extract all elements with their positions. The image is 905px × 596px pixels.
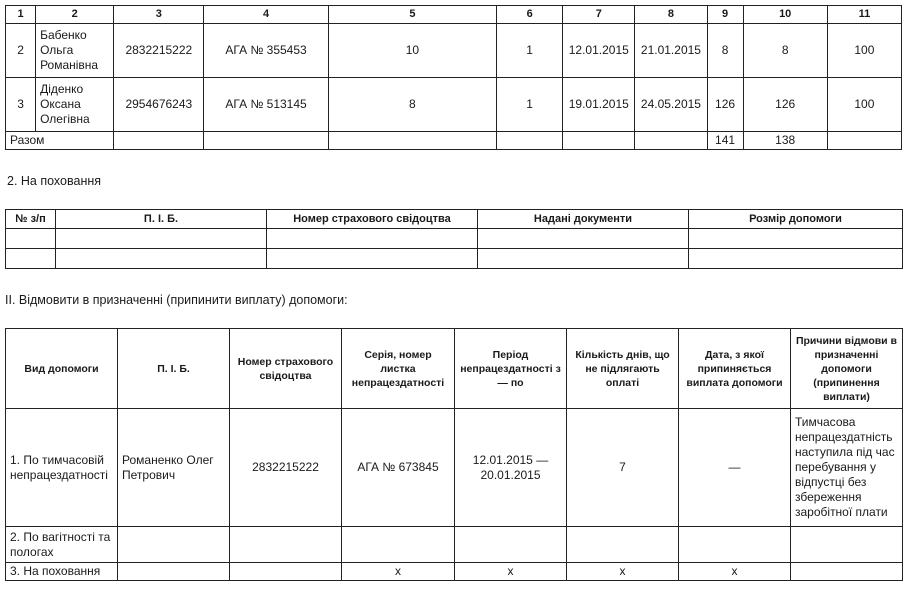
cell: 1. По тимчасовій непрацездатності xyxy=(6,409,118,527)
table-row xyxy=(6,527,903,563)
column-header: 8 xyxy=(635,6,707,24)
column-header: Серія, номер листка непрацездатності xyxy=(342,329,455,409)
cell: 2. По вагітності та пологах xyxy=(6,527,118,563)
cell xyxy=(342,527,455,563)
column-header: 4 xyxy=(204,6,328,24)
table-header-row xyxy=(6,6,902,24)
total-days: 141 xyxy=(707,132,743,150)
column-header: 10 xyxy=(743,6,827,24)
cell xyxy=(455,527,567,563)
column-header: 5 xyxy=(328,6,496,24)
cell: 126 xyxy=(743,78,827,132)
column-header: Розмір допомоги xyxy=(689,210,903,229)
cell: 3. На поховання xyxy=(6,563,118,581)
cell xyxy=(118,563,230,581)
payments-table xyxy=(5,5,902,150)
total-paid-days: 138 xyxy=(743,132,827,150)
cell xyxy=(118,527,230,563)
cell xyxy=(791,563,903,581)
column-header: 11 xyxy=(827,6,901,24)
column-header: 1 xyxy=(6,6,36,24)
cell: 2954676243 xyxy=(114,78,204,132)
cell xyxy=(478,229,689,249)
table-row xyxy=(6,563,903,581)
cell: 21.01.2015 xyxy=(635,24,707,78)
cell xyxy=(679,527,791,563)
cell: х xyxy=(679,563,791,581)
cell xyxy=(230,527,342,563)
cell: 100 xyxy=(827,24,901,78)
cell: 3 xyxy=(6,78,36,132)
cell xyxy=(56,249,267,269)
table-header-row xyxy=(6,210,903,229)
cell xyxy=(563,132,635,150)
cell xyxy=(328,132,496,150)
cell xyxy=(791,527,903,563)
cell: х xyxy=(342,563,455,581)
column-header: Дата, з якої припиняється виплата допомоги xyxy=(679,329,791,409)
cell: — xyxy=(679,409,791,527)
column-header: Період непрацездатності з — по xyxy=(455,329,567,409)
table-row xyxy=(6,229,903,249)
section-funeral-title: 2. На поховання xyxy=(7,174,102,188)
column-header: Причини відмови в призначенні допомоги (припинення виплати) xyxy=(791,329,903,409)
column-header: П. І. Б. xyxy=(118,329,230,409)
table-header-row xyxy=(6,329,903,409)
table-row xyxy=(6,78,902,132)
cell: Романенко Олег Петрович xyxy=(118,409,230,527)
cell: 1 xyxy=(497,24,563,78)
cell xyxy=(230,563,342,581)
cell xyxy=(114,132,204,150)
cell: 8 xyxy=(328,78,496,132)
column-header: Номер страхового свідоцтва xyxy=(230,329,342,409)
column-header: 2 xyxy=(36,6,114,24)
cell xyxy=(267,249,478,269)
cell: 19.01.2015 xyxy=(563,78,635,132)
column-header: Номер страхового свідоцтва xyxy=(267,210,478,229)
column-header: П. І. Б. xyxy=(56,210,267,229)
column-header: Надані документи xyxy=(478,210,689,229)
cell: АГА № 513145 xyxy=(204,78,328,132)
cell: 2 xyxy=(6,24,36,78)
cell xyxy=(635,132,707,150)
total-label: Разом xyxy=(6,132,114,150)
cell xyxy=(6,229,56,249)
table-row xyxy=(6,24,902,78)
column-header: 3 xyxy=(114,6,204,24)
cell xyxy=(689,249,903,269)
section-refusal-title: II. Відмовити в призначенні (припинити виплату) допомоги: xyxy=(5,293,348,307)
cell: 10 xyxy=(328,24,496,78)
cell: 24.05.2015 xyxy=(635,78,707,132)
cell: 2832215222 xyxy=(230,409,342,527)
cell xyxy=(204,132,328,150)
column-header: 7 xyxy=(563,6,635,24)
cell: Тимчасова непрацездатність наступила під час перебування у відпустці без збереження заробітної плати xyxy=(791,409,903,527)
column-header: Кількість днів, що не підлягають оплаті xyxy=(567,329,679,409)
cell: 1 xyxy=(497,78,563,132)
cell: 2832215222 xyxy=(114,24,204,78)
table-row xyxy=(6,249,903,269)
cell xyxy=(478,249,689,269)
column-header: № з/п xyxy=(6,210,56,229)
cell: Бабенко Ольга Романівна xyxy=(36,24,114,78)
cell: 126 xyxy=(707,78,743,132)
funeral-table xyxy=(5,209,903,269)
total-row xyxy=(6,132,902,150)
refusal-table xyxy=(5,328,903,581)
cell: 100 xyxy=(827,78,901,132)
cell: Діденко Оксана Олегівна xyxy=(36,78,114,132)
column-header: Вид допомоги xyxy=(6,329,118,409)
table-row xyxy=(6,409,903,527)
cell: АГА № 673845 xyxy=(342,409,455,527)
cell xyxy=(6,249,56,269)
cell xyxy=(497,132,563,150)
cell xyxy=(827,132,901,150)
cell: 12.01.2015 xyxy=(563,24,635,78)
cell xyxy=(567,527,679,563)
cell: х xyxy=(567,563,679,581)
cell xyxy=(56,229,267,249)
cell xyxy=(689,229,903,249)
column-header: 9 xyxy=(707,6,743,24)
cell: х xyxy=(455,563,567,581)
column-header: 6 xyxy=(497,6,563,24)
cell: 8 xyxy=(743,24,827,78)
cell: 8 xyxy=(707,24,743,78)
cell: 12.01.2015 — 20.01.2015 xyxy=(455,409,567,527)
cell: АГА № 355453 xyxy=(204,24,328,78)
cell xyxy=(267,229,478,249)
cell: 7 xyxy=(567,409,679,527)
